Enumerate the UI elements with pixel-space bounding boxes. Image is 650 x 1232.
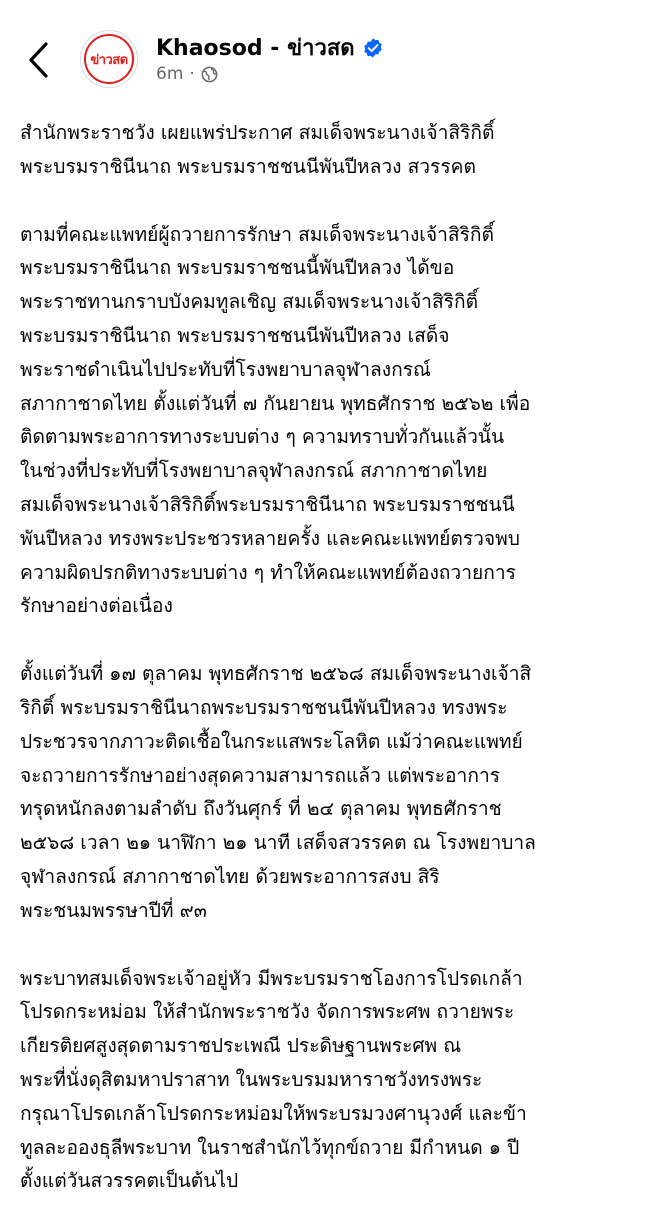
post-text-line: กรุณาโปรดเกล้าโปรดกระหม่อมให้พระบรมวงศานุวงศ์ และข้า xyxy=(20,1101,527,1125)
post-text-line: พระที่นั่งดุสิตมหาปราสาท ในพระบรมมหาราชวังทรงพระ xyxy=(20,1067,483,1091)
post-text-line: ๒๕๖๘ เวลา ๒๑ นาฬิกา ๒๑ นาที เสด็จสวรรคต ณ โรงพยาบาล xyxy=(20,831,536,855)
post-text-line: พระชนมพรรษาปีที่ ๙๓ xyxy=(20,898,207,922)
post-text-line: พระราชทานกราบบังคมทูลเชิญ สมเด็จพระนางเจ้าสิริกิติ์ xyxy=(20,290,479,314)
post-text-line: เกียรติยศสูงสุดตามราชประเพณี ประดิษฐานพระศพ ณ xyxy=(20,1034,462,1058)
post-meta xyxy=(156,64,218,84)
post-text-line: ตามที่คณะแพทย์ผู้ถวายการรักษา สมเด็จพระนางเจ้าสิริกิติ์ xyxy=(20,222,494,246)
post-text-line: พันปีหลวง ทรงพระประชวรหลายครั้ง และคณะแพทย์ตรวจพบ xyxy=(20,526,520,550)
post-text-line: ทรุดหนักลงตามลำดับ ถึงวันศุกร์ ที่ ๒๔ ตุลาคม พุทธศักราช xyxy=(20,797,502,821)
brand-logo xyxy=(84,34,134,84)
post-text-line: จะถวายการรักษาอย่างสุดความสามารถแล้ว แต่พระอาการ xyxy=(20,763,501,787)
post-text-line: ตั้งแต่วันสวรรคตเป็นต้นไป xyxy=(20,1169,239,1193)
verified-badge-icon xyxy=(362,37,384,59)
post-text-line: โปรดกระหม่อม ให้สำนักพระราชวัง จัดการพระศพ ถวายพระ xyxy=(20,1000,515,1024)
page-name-row xyxy=(156,30,384,65)
post-text-line: ริกิติ์ พระบรมราชินีนาถพระบรมราชชนนีพันปีหลวง ทรงพระ xyxy=(20,695,508,719)
post-text-line: สภากาชาดไทย ตั้งแต่วันที่ ๗ กันยายน พุทธศักราช ๒๕๖๒ เพื่อ xyxy=(20,391,531,415)
post-text-line: ทูลละอองธุลีพระบาท ในราชสำนักไว้ทุกข์ถวาย มีกำหนด ๑ ปี xyxy=(20,1135,520,1159)
post-header xyxy=(0,0,650,105)
post-timestamp[interactable]: 6m xyxy=(156,64,184,84)
page-avatar[interactable] xyxy=(80,30,138,88)
post-text-line: ติดตามพระอาการทางระบบต่าง ๆ ความทราบทั่วกันแล้วนั้น xyxy=(20,425,505,449)
post-text-line: พระบรมราชินีนาถ พระบรมราชชนนีพันปีหลวง เสด็จ xyxy=(20,323,450,347)
chevron-left-icon xyxy=(27,41,49,79)
post-text-line: จุฬาลงกรณ์ สภากาชาดไทย ด้วยพระอาการสงบ สิริ xyxy=(20,864,440,888)
post-text-line: พระบรมราชินีนาถ พระบรมราชชนนี้พันปีหลวง ได้ขอ xyxy=(20,256,455,280)
post-text-line: ตั้งแต่วันที่ ๑๗ ตุลาคม พุทธศักราช ๒๕๖๘ สมเด็จพระนางเจ้าสิ xyxy=(20,662,532,686)
post-paragraph xyxy=(20,657,642,927)
brand-logo-text: ข่าวสด xyxy=(90,52,128,68)
post-text-line: พระบาทสมเด็จพระเจ้าอยู่หัว มีพระบรมราชโองการโปรดเกล้า xyxy=(20,966,523,990)
post-paragraph xyxy=(20,962,642,1199)
post-body xyxy=(20,116,642,1232)
post-text-line: ในช่วงที่ประทับที่โรงพยาบาลจุฬาลงกรณ์ สภากาชาดไทย xyxy=(20,459,488,483)
post-text-line: ประชวรจากภาวะติดเชื้อในกระแสพระโลหิต แม้ว่าคณะแพทย์ xyxy=(20,729,523,753)
globe-icon xyxy=(201,66,218,83)
post-text-line: สำนักพระราชวัง เผยแพร่ประกาศ สมเด็จพระนางเจ้าสิริกิติ์ xyxy=(20,121,495,144)
post-text-line: สมเด็จพระนางเจ้าสิริกิติ์พระบรมราชินีนาถ พระบรมราชชนนี xyxy=(20,492,515,516)
page-name[interactable]: Khaosod - ข่าวสด xyxy=(156,36,355,61)
meta-separator: · xyxy=(189,64,195,84)
post-text-line: พระราชดำเนินไปประทับที่โรงพยาบาลจุฬาลงกรณ์ xyxy=(20,357,431,381)
back-button[interactable] xyxy=(20,38,56,82)
post-text-line: ความผิดปรกติทางระบบต่าง ๆ ทำให้คณะแพทย์ต้องถวายการ xyxy=(20,560,516,584)
post-paragraph xyxy=(20,116,642,184)
post-paragraph xyxy=(20,218,642,624)
post-text-line: พระบรมราชินีนาถ พระบรมราชชนนีพันปีหลวง สวรรคต xyxy=(20,154,476,178)
post-text-line: รักษาอย่างต่อเนื่อง xyxy=(20,594,173,618)
